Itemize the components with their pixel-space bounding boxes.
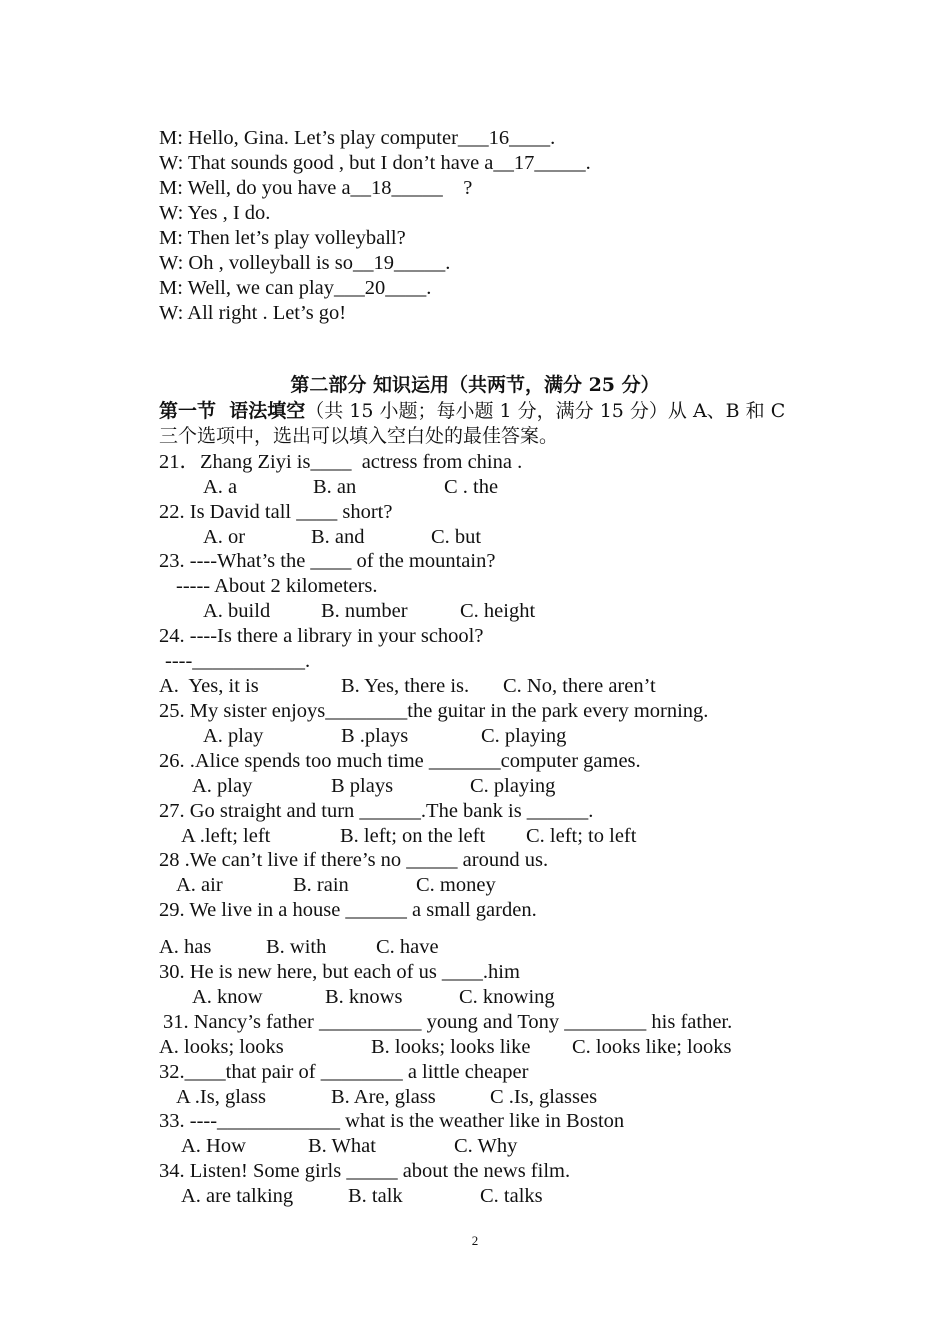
option-21-b: B. an	[313, 476, 357, 498]
dialog-line-5: M: Then let’s play volleyball?	[159, 227, 406, 249]
question-25: 25. My sister enjoys________the guitar in the park every morning.	[159, 700, 709, 722]
option-25-b: B .plays	[341, 725, 409, 747]
question-22: 22. Is David tall ____ short?	[159, 501, 393, 523]
question-27: 27. Go straight and turn ______.The bank is ______.	[159, 800, 594, 822]
section-title: 第一节 语法填空	[159, 400, 306, 422]
option-27-a: A .left; left	[181, 825, 271, 847]
option-24-c: C. No, there aren’t	[503, 675, 656, 697]
section-heading	[159, 399, 785, 424]
dialog-line-1: M: Hello, Gina. Let’s play computer___16____.	[159, 127, 556, 149]
option-33-b: B. What	[308, 1135, 376, 1157]
dialog-line-2: W: That sounds good , but I don’t have a__17_____.	[159, 152, 591, 174]
option-34-c: C. talks	[480, 1185, 543, 1207]
question-34: 34. Listen! Some girls _____ about the news film.	[159, 1160, 571, 1182]
question-23: 23. ----What’s the ____ of the mountain?	[159, 550, 496, 572]
option-22-c: C. but	[431, 526, 482, 548]
question-24: 24. ----Is there a library in your school?	[159, 625, 484, 647]
question-33: 33. ----____________ what is the weather like in Boston	[159, 1110, 625, 1132]
question-32: 32.____that pair of ________ a little cheaper	[159, 1061, 529, 1083]
option-21-a: A. a	[203, 476, 238, 498]
option-31-a: A. looks; looks	[159, 1036, 284, 1058]
section-instructions-cont: 三个选项中，选出可以填入空白处的最佳答案。	[159, 425, 559, 447]
question-26: 26. .Alice spends too much time _______computer games.	[159, 750, 641, 772]
option-29-c: C. have	[376, 936, 439, 958]
option-32-b: B. Are, glass	[331, 1086, 436, 1108]
option-33-a: A. How	[181, 1135, 246, 1157]
dialog-line-8: W: All right . Let’s go!	[159, 302, 347, 324]
question-28: 28 .We can’t live if there’s no _____ around us.	[159, 849, 549, 871]
option-32-a: A .Is, glass	[176, 1086, 266, 1108]
option-25-c: C. playing	[481, 725, 567, 747]
dialog-line-6: W: Oh , volleyball is so__19_____.	[159, 252, 451, 274]
option-25-a: A. play	[203, 725, 264, 747]
option-23-a: A. build	[203, 600, 271, 622]
option-30-c: C. knowing	[459, 986, 555, 1008]
option-28-c: C. money	[416, 874, 496, 896]
dialog-line-7: M: Well, we can play___20____.	[159, 277, 432, 299]
question-31: 31. Nancy’s father __________ young and Tony ________ his father.	[163, 1011, 733, 1033]
answer-24: ----___________.	[165, 650, 311, 672]
option-29-a: A. has	[159, 936, 212, 958]
option-28-b: B. rain	[293, 874, 349, 896]
dialog-line-4: W: Yes , I do.	[159, 202, 271, 224]
option-26-b: B plays	[331, 775, 394, 797]
page-number: 2	[471, 1233, 479, 1248]
option-21-c: C . the	[444, 476, 499, 498]
option-30-b: B. knows	[325, 986, 403, 1008]
option-26-c: C. playing	[470, 775, 556, 797]
answer-23: ----- About 2 kilometers.	[176, 575, 378, 597]
question-29: 29. We live in a house ______ a small garden.	[159, 899, 537, 921]
option-23-b: B. number	[321, 600, 408, 622]
option-32-c: C .Is, glasses	[490, 1086, 598, 1108]
dialog-line-3: M: Well, do you have a__18_____ ?	[159, 177, 473, 199]
option-30-a: A. know	[192, 986, 263, 1008]
option-27-b: B. left; on the left	[340, 825, 486, 847]
option-31-b: B. looks; looks like	[371, 1036, 531, 1058]
option-29-b: B. with	[266, 936, 327, 958]
option-22-b: B. and	[311, 526, 365, 548]
part-title: 第二部分 知识运用（共两节，满分 25 分）	[290, 374, 660, 396]
option-24-b: B. Yes, there is.	[341, 675, 470, 697]
option-34-b: B. talk	[348, 1185, 403, 1207]
option-22-a: A. or	[203, 526, 246, 548]
question-30: 30. He is new here, but each of us ____.him	[159, 961, 520, 983]
option-34-a: A. are talking	[181, 1185, 294, 1207]
question-21: 21．Zhang Ziyi is____ actress from china .	[159, 451, 523, 473]
option-31-c: C. looks like; looks	[572, 1036, 732, 1058]
option-23-c: C. height	[460, 600, 536, 622]
option-26-a: A. play	[192, 775, 253, 797]
section-instructions: （共 15 小题；每小题 1 分，满分 15 分）从 A、B 和 C	[305, 400, 786, 422]
option-33-c: C. Why	[454, 1135, 518, 1157]
option-24-a: A. Yes, it is	[159, 675, 259, 697]
option-27-c: C. left; to left	[526, 825, 637, 847]
option-28-a: A. air	[176, 874, 223, 896]
